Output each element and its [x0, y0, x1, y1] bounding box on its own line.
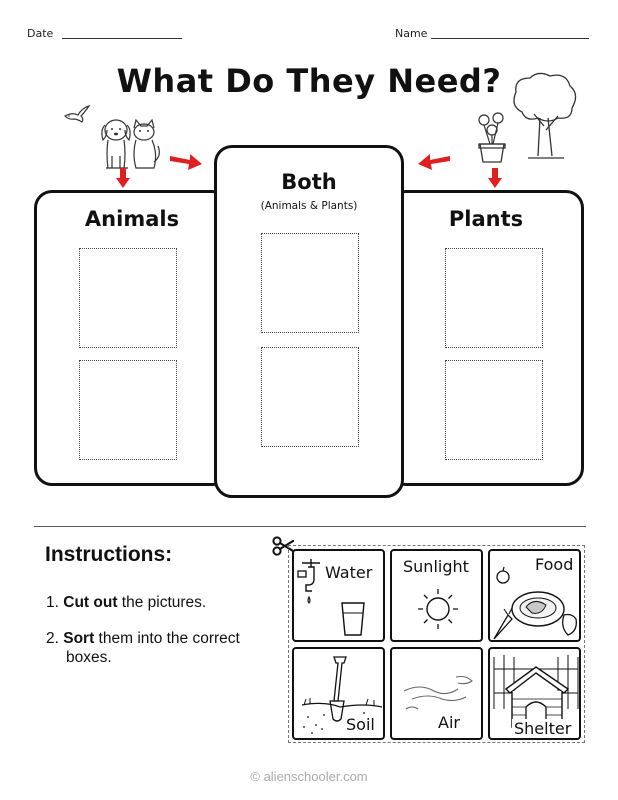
step-2-bold: Sort — [63, 630, 95, 647]
card-water[interactable] — [292, 549, 385, 642]
card-shelter-label: Shelter — [514, 719, 572, 738]
animals-slot-2[interactable] — [79, 360, 177, 460]
plants-slot-1[interactable] — [445, 248, 543, 348]
step-2-number: 2. — [46, 630, 59, 647]
name-line[interactable] — [431, 38, 589, 39]
step-1-bold: Cut out — [63, 594, 118, 611]
both-title: Both — [281, 170, 337, 194]
plants-panel — [388, 190, 584, 486]
card-shelter[interactable] — [488, 647, 581, 740]
plants-slot-2[interactable] — [445, 360, 543, 460]
sun-icon — [392, 551, 483, 642]
instructions-title: Instructions: — [45, 543, 173, 566]
arrow-down-left-icon — [116, 168, 130, 188]
card-air-label: Air — [438, 713, 460, 732]
step-1-text: the pictures. — [117, 594, 207, 611]
animals-title: Animals — [84, 207, 180, 231]
page-title: What Do They Need? — [116, 62, 502, 100]
arrow-left-icon — [418, 152, 450, 170]
tree-icon — [508, 72, 580, 162]
plants-title: Plants — [448, 207, 524, 231]
date-label: Date — [27, 27, 54, 40]
card-food[interactable] — [488, 549, 581, 642]
section-divider — [34, 526, 586, 527]
arrow-down-right-icon — [488, 168, 502, 188]
both-panel — [214, 145, 404, 498]
instruction-step-2 — [46, 629, 240, 648]
card-sunlight-label: Sunlight — [403, 557, 469, 576]
flower-pot-icon — [472, 110, 512, 166]
card-sunlight[interactable] — [390, 549, 483, 642]
card-air[interactable] — [390, 647, 483, 740]
step-1-number: 1. — [46, 594, 59, 611]
instruction-step-1 — [46, 593, 206, 612]
card-soil-label: Soil — [346, 715, 375, 734]
copyright-text: © alienschooler.com — [250, 769, 368, 784]
date-line[interactable] — [62, 38, 182, 39]
dog-and-cat-icon — [98, 116, 164, 172]
both-slot-2[interactable] — [261, 347, 359, 447]
card-soil[interactable] — [292, 647, 385, 740]
bird-icon — [62, 104, 92, 126]
animals-slot-1[interactable] — [79, 248, 177, 348]
step-2-text: them into the correct — [94, 630, 240, 647]
animals-panel — [34, 190, 230, 486]
card-water-label: Water — [325, 563, 373, 582]
name-label: Name — [395, 27, 428, 40]
card-food-label: Food — [535, 555, 574, 574]
arrow-right-icon — [170, 152, 202, 170]
both-subtitle: (Animals & Plants) — [260, 200, 358, 212]
instruction-step-2-cont: boxes. — [66, 649, 112, 666]
both-slot-1[interactable] — [261, 233, 359, 333]
